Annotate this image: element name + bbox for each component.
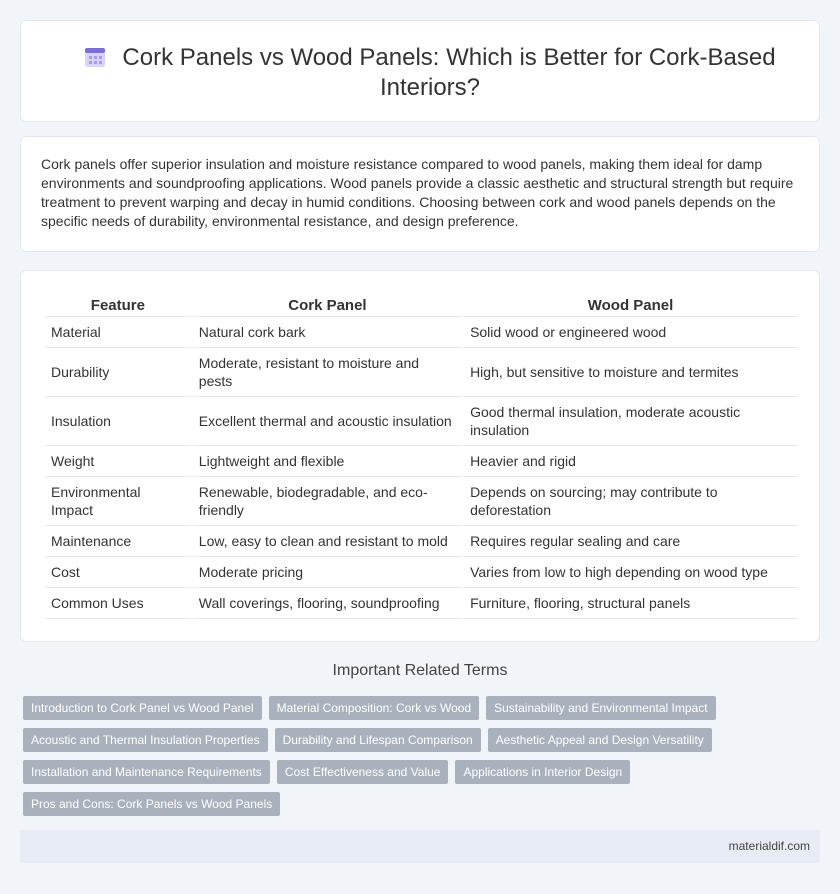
table-row [45, 557, 797, 588]
table-row [45, 397, 797, 446]
wood-cell: Varies from low to high depending on wood type [464, 557, 797, 588]
wood-cell: Depends on sourcing; may contribute to deforestation [464, 477, 797, 526]
wood-cell: Requires regular sealing and care [464, 526, 797, 557]
cork-cell: Renewable, biodegradable, and eco-friendly [193, 477, 462, 526]
feature-cell: Weight [45, 446, 191, 477]
cork-cell: Excellent thermal and acoustic insulation [193, 397, 462, 446]
cork-cell: Lightweight and flexible [193, 446, 462, 477]
related-term-tag[interactable]: Introduction to Cork Panel vs Wood Panel [23, 696, 262, 720]
feature-cell: Durability [45, 348, 191, 397]
table-row [45, 588, 797, 619]
wood-cell: High, but sensitive to moisture and termites [464, 348, 797, 397]
wood-cell: Heavier and rigid [464, 446, 797, 477]
feature-cell: Insulation [45, 397, 191, 446]
page-title [81, 43, 779, 103]
related-terms-tags [23, 696, 803, 816]
table-row [45, 317, 797, 348]
page-title-text: Cork Panels vs Wood Panels: Which is Better for Cork-Based Interiors? [122, 44, 776, 101]
related-term-tag[interactable]: Pros and Cons: Cork Panels vs Wood Panels [23, 792, 280, 816]
related-term-tag[interactable]: Aesthetic Appeal and Design Versatility [488, 728, 712, 752]
wood-cell: Furniture, flooring, structural panels [464, 588, 797, 619]
table-row [45, 526, 797, 557]
cork-cell: Moderate, resistant to moisture and pests [193, 348, 462, 397]
intro-card [20, 136, 820, 252]
footer [20, 830, 820, 863]
cork-cell: Low, easy to clean and resistant to mold [193, 526, 462, 557]
title-card [20, 20, 820, 122]
feature-cell: Maintenance [45, 526, 191, 557]
footer-site-link[interactable]: materialdif.com [728, 839, 810, 853]
header-cork-panel: Cork Panel [193, 295, 462, 317]
feature-cell: Cost [45, 557, 191, 588]
related-term-tag[interactable]: Acoustic and Thermal Insulation Properties [23, 728, 268, 752]
header-feature: Feature [45, 295, 191, 317]
wood-cell: Good thermal insulation, moderate acoustic insulation [464, 397, 797, 446]
table-row [45, 446, 797, 477]
intro-paragraph: Cork panels offer superior insulation and moisture resistance compared to wood panels, making them ideal for damp environments and soundproofing applications. Wood panels provide a classic aesthetic and structural strength but require treatment to prevent warping and decay in humid conditions. Choosing between cork and wood panels depends on the specific needs of durability, environmental resistance, and design preference. [41, 156, 794, 229]
comparison-card [20, 270, 820, 642]
related-term-tag[interactable]: Sustainability and Environmental Impact [486, 696, 715, 720]
calendar-grid-icon [84, 46, 106, 68]
cork-cell: Wall coverings, flooring, soundproofing [193, 588, 462, 619]
related-term-tag[interactable]: Durability and Lifespan Comparison [275, 728, 481, 752]
related-term-tag[interactable]: Applications in Interior Design [455, 760, 630, 784]
related-term-tag[interactable]: Installation and Maintenance Requirements [23, 760, 270, 784]
feature-cell: Material [45, 317, 191, 348]
header-wood-panel: Wood Panel [464, 295, 797, 317]
comparison-table [43, 295, 799, 619]
cork-cell: Moderate pricing [193, 557, 462, 588]
table-header-row [45, 295, 797, 317]
feature-cell: Environmental Impact [45, 477, 191, 526]
wood-cell: Solid wood or engineered wood [464, 317, 797, 348]
table-row [45, 348, 797, 397]
related-term-tag[interactable]: Material Composition: Cork vs Wood [269, 696, 480, 720]
related-terms-heading: Important Related Terms [332, 662, 508, 679]
related-term-tag[interactable]: Cost Effectiveness and Value [277, 760, 449, 784]
table-row [45, 477, 797, 526]
cork-cell: Natural cork bark [193, 317, 462, 348]
feature-cell: Common Uses [45, 588, 191, 619]
